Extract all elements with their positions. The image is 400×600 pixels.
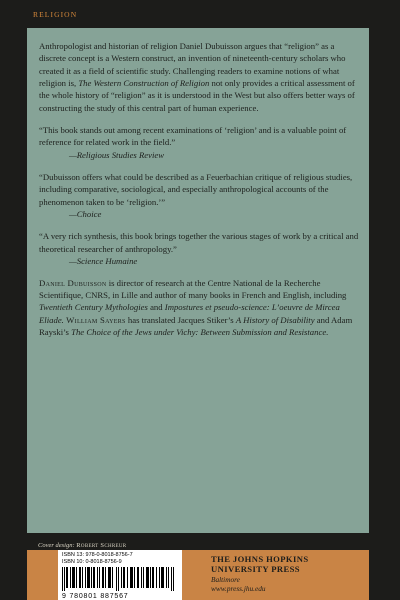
review-blurb-1 [39,124,359,161]
bio-book-title: The Choice of the Jews under Vichy: Between Submission and Resistance. [71,326,329,337]
review-blurb-3 [39,230,359,267]
description-text-1: Anthropologist and historian of religion Daniel Dubuisson argues that “religion” as a discrete concept is a Western construct, an invention of nineteenth-century scholars who created it as a field of scientific study. Challenging readers to examine notions of what religion is, [39,41,346,89]
bio-text: has translated Jacques Stiker’s [125,314,236,325]
description-text-2: not only provides a critical assessment of the whole history of “religion” as it is understood in the West but also offers better ways of constructing the study of this central part of human experience. [39,78,355,113]
credit-label: Cover design: [38,542,77,549]
isbn-13: ISBN 13: 978-0-8018-8756-7 [62,552,133,558]
author-bio [39,277,359,339]
designer-name: Robert Schreur [76,542,127,549]
barcode-icon [62,567,178,591]
review-blurb-2 [39,171,359,220]
cover-credit [38,542,126,549]
accent-block [182,550,202,600]
blurb-source: —Choice [69,209,102,220]
book-description [39,40,359,114]
publisher-url: www.press.jhu.edu [211,584,266,594]
barcode-label [58,550,182,600]
description-book-title: The Western Construction of Religion [78,78,210,89]
description-panel [27,28,369,533]
publisher-city: Baltimore [211,574,240,584]
right-strip [369,28,400,533]
bio-text: is director of research at the Centre National de la Recherche Scientifique, CNRS, in Lille and author of many books in French and English, including [39,277,347,300]
blurb-quote: “A very rich synthesis, this book brings together the various stages of work by a critical and theoretical researcher of anthropology.” [39,231,359,254]
publisher-name-line-1: THE JOHNS HOPKINS [211,554,309,564]
publisher-name-line-2: UNIVERSITY PRESS [211,564,300,575]
bio-book-title: A History of Disability [235,314,315,325]
publisher-block [202,550,369,600]
author-name: Daniel Dubuisson [39,277,107,288]
bio-book-title: Twentieth Century Mythologies [39,302,148,313]
blurb-quote: “Dubuisson offers what could be described as a Feuerbachian critique of religious studies, including comparative, sociological, and especially anthropological accounts of the phenomenon taken to be ‘religion.’” [39,172,353,207]
blurb-quote: “This book stands out among recent examinations of ‘religion’ and is a valuable point of reference for related work in the field.” [39,125,347,148]
ean-digits: 9 780801 887567 [62,593,129,600]
bio-text: and [147,302,165,313]
blurb-source: —Science Humaine [69,256,138,267]
accent-block [27,550,58,600]
isbn-10: ISBN 10: 0-8018-8756-9 [62,559,122,565]
blurb-source: —Religious Studies Review [69,149,165,160]
bio-text: and Adam Rayski’s [39,314,353,337]
category-label: RELIGION [33,10,78,19]
bio-book-title: Impostures et pseudo-science: L’oeuvre de Mircea Eliade. [39,302,340,325]
translator-name: William Sayers [63,314,126,325]
